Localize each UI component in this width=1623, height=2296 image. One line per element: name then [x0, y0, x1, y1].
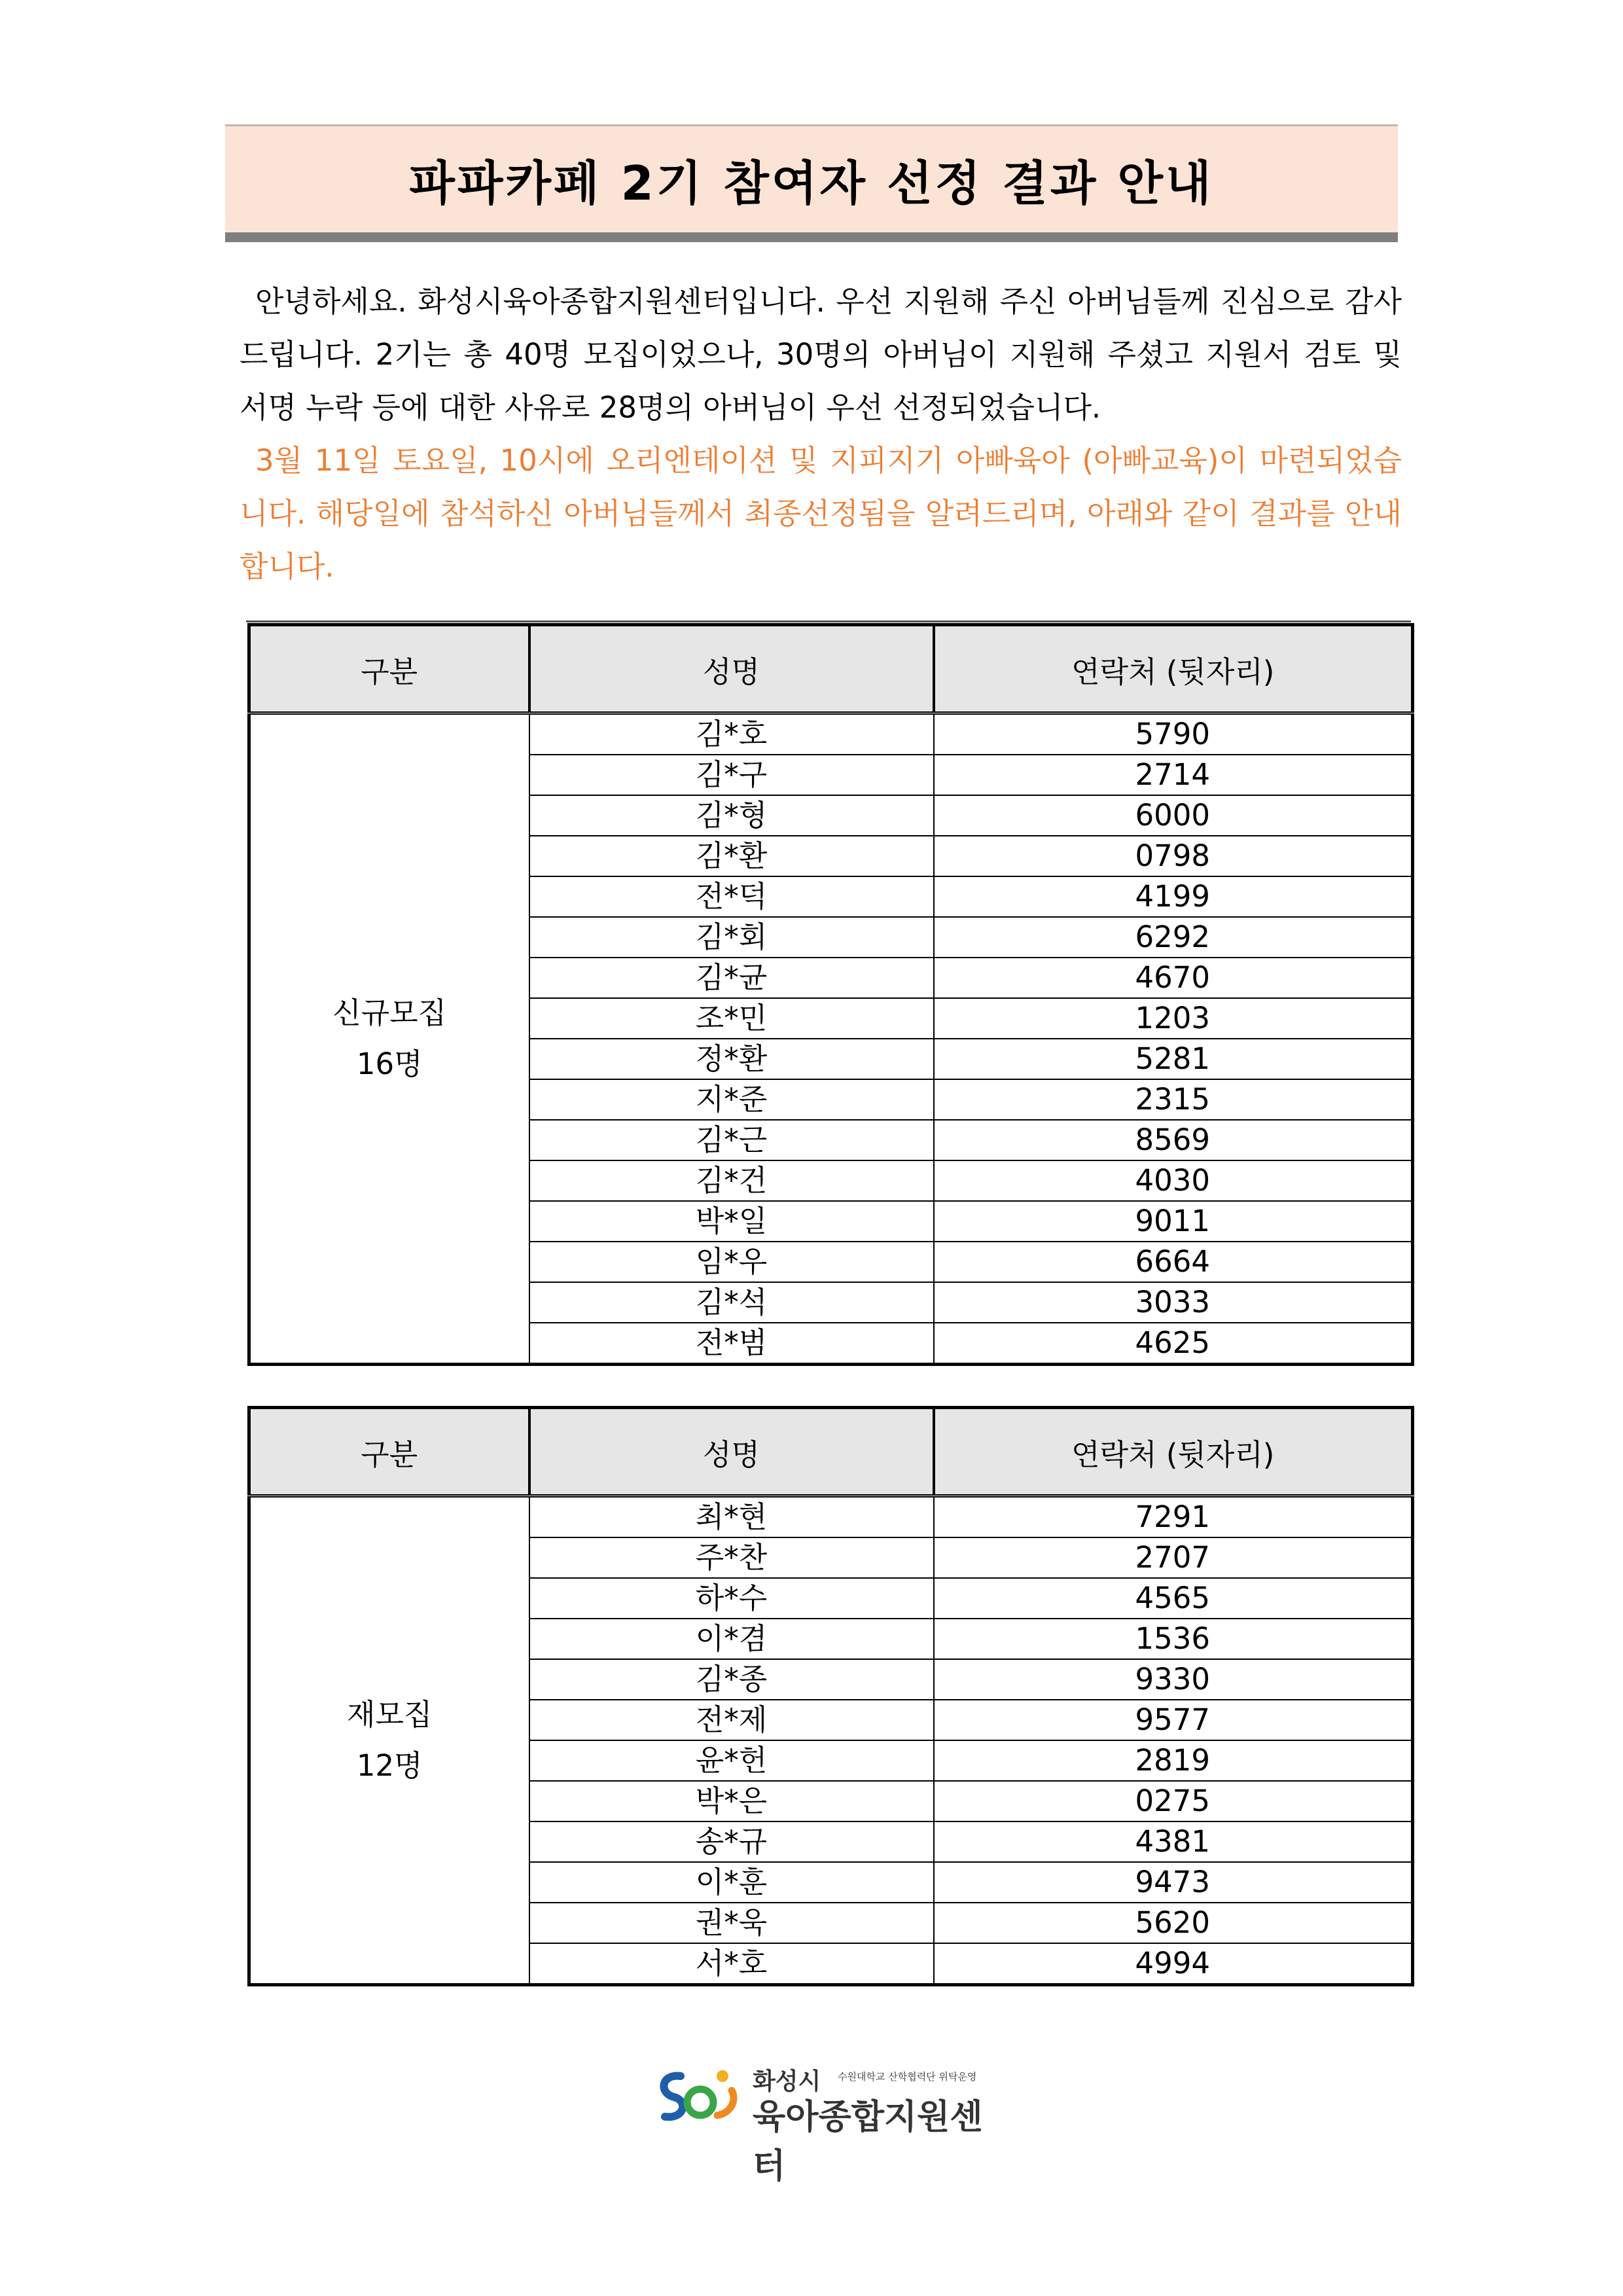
participant-name: 송*규 — [529, 1821, 934, 1862]
participant-name: 하*수 — [529, 1578, 934, 1619]
header-category: 구분 — [249, 625, 529, 713]
participant-name: 주*찬 — [529, 1537, 934, 1578]
participant-name: 권*욱 — [529, 1903, 934, 1943]
participant-name: 이*겸 — [529, 1619, 934, 1659]
participant-phone: 9473 — [934, 1862, 1413, 1903]
table-row — [249, 1496, 1413, 1538]
participant-phone: 6664 — [934, 1242, 1413, 1282]
header-phone: 연락처 (뒷자리) — [934, 1408, 1413, 1496]
title-banner-shadow — [225, 232, 1398, 242]
participant-phone: 0798 — [934, 836, 1413, 876]
participant-phone: 1536 — [934, 1619, 1413, 1659]
participant-phone: 1203 — [934, 998, 1413, 1039]
header-name: 성명 — [529, 625, 934, 713]
intro-highlight-paragraph: 3월 11일 토요일, 10시에 오리엔테이션 및 지피지기 아빠육아 (아빠교육)이 마련되었습니다. 해당일에 참석하신 아버님들께서 최종선정됨을 알려드리며, 아래와 같이 결과를 안내합니다. — [240, 443, 1402, 584]
table-header-row — [249, 1408, 1413, 1496]
participant-phone: 5281 — [934, 1039, 1413, 1079]
participant-phone: 4994 — [934, 1943, 1413, 1985]
intro-text — [240, 275, 1402, 593]
participant-name: 임*우 — [529, 1242, 934, 1282]
participant-name: 김*균 — [529, 958, 934, 998]
participant-phone: 4030 — [934, 1160, 1413, 1201]
participant-name: 조*민 — [529, 998, 934, 1039]
group-count: 12명 — [356, 1748, 423, 1783]
center-logo — [654, 2060, 995, 2186]
header-phone: 연락처 (뒷자리) — [934, 625, 1413, 713]
group-label: 재모집 — [347, 1697, 433, 1732]
participant-phone: 3033 — [934, 1282, 1413, 1323]
participant-phone: 6292 — [934, 917, 1413, 958]
participant-name: 김*회 — [529, 917, 934, 958]
participant-name: 김*근 — [529, 1120, 934, 1160]
group-label-cell — [249, 1496, 529, 1985]
group-label: 신규모집 — [332, 996, 447, 1030]
participant-name: 서*호 — [529, 1943, 934, 1985]
participant-phone: 4670 — [934, 958, 1413, 998]
logo-center-text: 육아종합지원센터 — [753, 2098, 983, 2186]
participant-phone: 7291 — [934, 1496, 1413, 1538]
title-banner — [225, 124, 1398, 232]
header-name: 성명 — [529, 1408, 934, 1496]
header-category: 구분 — [249, 1408, 529, 1496]
participant-phone: 6000 — [934, 795, 1413, 836]
participant-name: 박*은 — [529, 1781, 934, 1821]
intro-paragraph: 안녕하세요. 화성시육아종합지원센터입니다. 우선 지원해 주신 아버님들께 진심으로 감사드립니다. 2기는 총 40명 모집이었으나, 30명의 아버님이 지원해 주셨고 지원서 검토 및 서명 누락 등에 대한 사유로 28명의 아버님이 우선 선정되었습니다. — [240, 284, 1402, 425]
table-row — [249, 713, 1413, 755]
participant-name: 전*범 — [529, 1323, 934, 1365]
participant-phone: 8569 — [934, 1120, 1413, 1160]
participant-name: 박*일 — [529, 1201, 934, 1242]
participant-phone: 9577 — [934, 1700, 1413, 1740]
participant-name: 정*환 — [529, 1039, 934, 1079]
participant-name: 윤*헌 — [529, 1740, 934, 1781]
participant-phone: 2707 — [934, 1537, 1413, 1578]
participant-phone: 4381 — [934, 1821, 1413, 1862]
group-count: 16명 — [356, 1047, 423, 1081]
participant-phone: 0275 — [934, 1781, 1413, 1821]
participant-name: 김*구 — [529, 755, 934, 795]
participant-name: 김*호 — [529, 713, 934, 755]
participant-name: 전*덕 — [529, 876, 934, 917]
participant-phone: 2714 — [934, 755, 1413, 795]
participant-phone: 4565 — [934, 1578, 1413, 1619]
page-title: 파파카페 2기 참여자 선정 결과 안내 — [409, 156, 1214, 211]
logo-city-text: 화성시 — [753, 2068, 821, 2095]
logo-operator-text: 수원대학교 산학협력단 위탁운영 — [838, 2071, 977, 2083]
participant-name: 김*석 — [529, 1282, 934, 1323]
participant-phone: 9011 — [934, 1201, 1413, 1242]
participant-phone: 4199 — [934, 876, 1413, 917]
participant-name: 전*제 — [529, 1700, 934, 1740]
participant-phone: 2819 — [934, 1740, 1413, 1781]
participant-name: 최*현 — [529, 1496, 934, 1538]
participant-name: 지*준 — [529, 1079, 934, 1120]
group-label-cell — [249, 713, 529, 1365]
table-header-row — [249, 625, 1413, 713]
participant-name: 이*훈 — [529, 1862, 934, 1903]
participant-phone: 9330 — [934, 1659, 1413, 1700]
re-recruit-table — [247, 1406, 1414, 1986]
divider — [246, 620, 1411, 622]
participant-name: 김*건 — [529, 1160, 934, 1201]
participant-phone: 2315 — [934, 1079, 1413, 1120]
new-recruit-table — [247, 623, 1414, 1366]
participant-phone: 4625 — [934, 1323, 1413, 1365]
participant-name: 김*종 — [529, 1659, 934, 1700]
participant-phone: 5620 — [934, 1903, 1413, 1943]
participant-name: 김*환 — [529, 836, 934, 876]
participant-name: 김*형 — [529, 795, 934, 836]
logo-mark-icon — [654, 2064, 743, 2125]
participant-phone: 5790 — [934, 713, 1413, 755]
